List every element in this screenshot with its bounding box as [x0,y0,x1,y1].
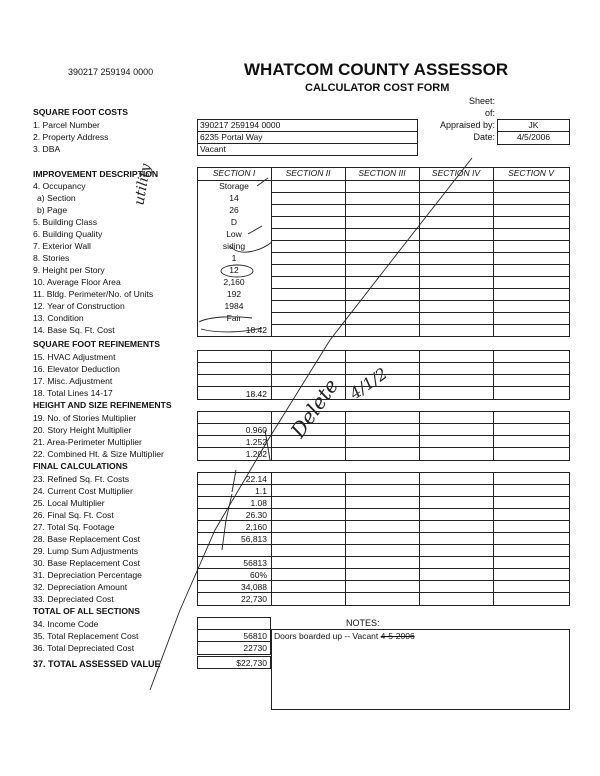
base-replacement-cost-2-label: 30. Base Replacement Cost [33,558,141,568]
depreciation-amount-value[interactable]: 34,088 [241,582,267,592]
page-subtitle: CALCULATOR COST FORM [305,82,450,94]
building-class-label: 5. Building Class [33,217,98,227]
refined-sqft-costs-value[interactable]: 22.14 [245,474,267,484]
year-construction-label: 12. Year of Construction [33,301,125,311]
parcel-number-top: 390217 259194 0000 [68,67,154,77]
height-refinements-grid [197,411,570,461]
height-per-story-value[interactable]: 12 [229,265,239,275]
total-replacement-cost-value[interactable]: 56810 [243,631,267,641]
date-label: Date: [473,132,495,142]
total-assessed-value[interactable]: $22,730 [236,658,267,668]
handwriting-delete: Delete [285,374,344,443]
dba-value[interactable]: Vacant [200,144,226,154]
base-sqft-cost-value[interactable]: 18.42 [245,325,267,335]
total-sq-footage-value[interactable]: 2,160 [245,522,267,532]
property-address-label: 2. Property Address [33,132,109,142]
total-replacement-cost-label: 35. Total Replacement Cost [33,631,139,641]
building-class-value[interactable]: D [230,217,238,227]
story-height-multiplier-label: 20. Story Height Multiplier [33,425,132,435]
notes-label: NOTES: [346,618,380,628]
total-depreciated-cost-value[interactable]: 22730 [243,643,267,653]
page-label: b) Page [37,205,68,215]
appraiser-value[interactable]: JK [528,120,539,130]
sqft-refinements-heading: SQUARE FOOT REFINEMENTS [33,339,161,349]
section-label: a) Section [37,193,76,203]
base-replacement-cost-label: 28. Base Replacement Cost [33,534,141,544]
depreciation-amount-label: 32. Depreciation Amount [33,582,128,592]
handwriting-utility: utility [131,162,155,207]
income-code-label: 34. Income Code [33,619,99,629]
date-value[interactable]: 4/5/2006 [516,132,551,142]
depreciation-percentage-value[interactable]: 60% [249,570,267,580]
building-quality-label: 6. Building Quality [33,229,103,239]
occupancy-label: 4. Occupancy [33,181,86,191]
height-refinements-heading: HEIGHT AND SIZE REFINEMENTS [33,400,172,410]
section-5-header: SECTION V [508,168,554,178]
local-multiplier-value[interactable]: 1.08 [250,498,267,508]
area-perimeter-multiplier-label: 21. Area-Perimeter Multiplier [33,437,142,447]
parcel-number-label: 1. Parcel Number [33,120,100,130]
final-calculations-grid [197,472,570,606]
page-title: WHATCOM COUNTY ASSESSOR [244,60,509,79]
depreciated-cost-value[interactable]: 22,730 [241,594,267,604]
current-cost-multiplier-value[interactable]: 1.1 [255,486,267,496]
area-perimeter-multiplier-value[interactable]: 1.252 [245,437,267,447]
base-sqft-cost-label: 14. Base Sq. Ft. Cost [33,325,115,335]
section-value[interactable]: 14 [229,193,239,203]
depreciated-cost-label: 33. Depreciated Cost [33,594,114,604]
occupancy-value[interactable]: Storage [219,181,249,191]
notes-body: Doors boarded up -- Vacant [274,631,379,641]
page-value[interactable]: 26 [229,205,239,215]
local-multiplier-label: 25. Local Multiplier [33,498,105,508]
square-foot-costs-heading: SQUARE FOOT COSTS [33,107,129,117]
hvac-label: 15. HVAC Adjustment [33,352,116,362]
current-cost-multiplier-label: 24. Current Cost Multiplier [33,486,133,496]
story-height-multiplier-value[interactable]: 0.960 [245,425,267,435]
of-label: of: [484,108,495,118]
dba-label: 3. DBA [33,144,61,154]
final-sqft-cost-label: 26. Final Sq. Ft. Cost [33,510,114,520]
depreciation-percentage-label: 31. Depreciation Percentage [33,570,142,580]
property-address-value[interactable]: 6235 Portal Way [200,132,263,142]
total-14-17-value[interactable]: 18.42 [245,389,267,399]
average-floor-area-label: 10. Average Floor Area [33,277,121,287]
stories-value[interactable]: 1 [231,253,237,263]
section-2-header: SECTION II [285,168,331,178]
improvement-heading: IMPROVEMENT DESCRIPTION [33,169,159,179]
base-replacement-cost-value[interactable]: 56,813 [241,534,267,544]
final-calculations-heading: FINAL CALCULATIONS [33,461,128,471]
lump-sum-label: 29. Lump Sum Adjustments [33,546,139,556]
appraised-by-label: Appraised by: [439,120,495,130]
section-1-header: SECTION I [212,168,256,178]
notes-text [274,631,415,641]
stories-multiplier-label: 19. No. of Stories Multiplier [33,413,137,423]
sqft-refinements-grid [197,350,570,400]
combined-multiplier-label: 22. Combined Ht. & Size Multiplier [33,449,164,459]
parcel-number-value[interactable]: 390217 259194 0000 [200,120,281,130]
building-quality-value[interactable]: Low [226,229,242,239]
stories-label: 8. Stories [33,253,70,263]
perimeter-label: 11. Bldg. Perimeter/No. of Units [33,289,154,299]
total-sq-footage-label: 27. Total Sq. Footage [33,522,115,532]
total-depreciated-cost-label: 36. Total Depreciated Cost [33,643,135,653]
section-4-header: SECTION IV [431,168,481,178]
totals-heading: TOTAL OF ALL SECTIONS [33,606,140,616]
elevator-label: 16. Elevator Deduction [33,364,120,374]
sheet-label: Sheet: [468,96,495,106]
refined-sqft-costs-label: 23. Refined Sq. Ft. Costs [33,474,130,484]
base-replacement-cost-2-value[interactable]: 56813 [243,558,267,568]
exterior-wall-value[interactable]: siding [222,241,246,251]
section-3-header: SECTION III [358,168,406,178]
notes-struck-date: 4-5-2006 [380,631,415,641]
total-assessed-value-label: 37. TOTAL ASSESSED VALUE [33,659,161,669]
misc-label: 17. Misc. Adjustment [33,376,113,386]
handwriting-date: 4/1/2 [346,363,391,404]
condition-label: 13. Condition [33,313,84,323]
combined-multiplier-value[interactable]: 1.202 [245,449,267,459]
notes-box[interactable] [271,629,570,710]
final-sqft-cost-value[interactable]: 26.30 [245,510,267,520]
perimeter-value[interactable]: 192 [226,289,242,299]
year-construction-value[interactable]: 1984 [224,301,244,311]
condition-value[interactable]: Fair [226,313,242,323]
height-per-story-label: 9. Height per Story [33,265,105,275]
exterior-wall-label: 7. Exterior Wall [33,241,91,251]
total-14-17-label: 18. Total Lines 14-17 [33,388,113,398]
average-floor-area-value[interactable]: 2,160 [223,277,245,287]
